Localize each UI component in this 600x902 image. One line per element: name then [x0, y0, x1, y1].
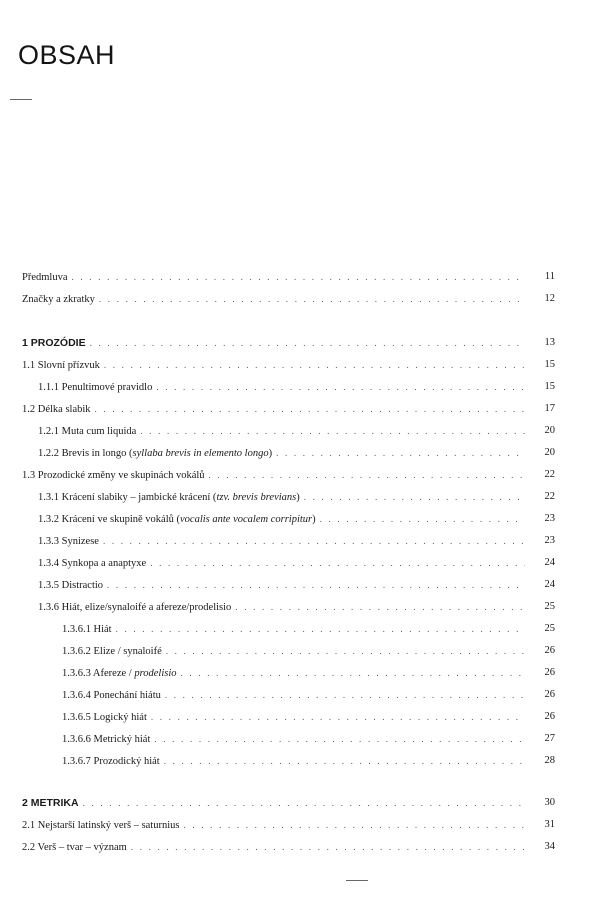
toc-page-number: 22 — [544, 469, 555, 480]
toc-page-number: 13 — [544, 337, 555, 348]
toc-entry[interactable] — [0, 622, 555, 637]
toc-entry-label: 2 METRIKA — [22, 797, 79, 809]
dot-leader — [116, 622, 525, 636]
toc-page-number: 26 — [544, 711, 555, 722]
toc-entry[interactable] — [0, 796, 555, 810]
toc-page-number: 23 — [544, 535, 555, 546]
toc-entry[interactable] — [0, 600, 555, 615]
dot-leader — [151, 710, 525, 724]
dot-leader — [276, 446, 525, 460]
toc-entry[interactable] — [0, 424, 555, 439]
toc-entry[interactable] — [0, 818, 555, 833]
toc-page-number: 28 — [544, 755, 555, 766]
dot-leader — [156, 380, 525, 394]
toc-page-number: 30 — [544, 797, 555, 808]
dot-leader — [95, 402, 525, 416]
toc-entry[interactable] — [0, 578, 555, 593]
toc-entry[interactable] — [0, 710, 555, 725]
toc-entry[interactable] — [0, 468, 555, 483]
toc-page-number: 25 — [544, 601, 555, 612]
toc-entry-label: 1.3.6.7 Prozodický hiát — [62, 756, 160, 767]
toc-page-number: 24 — [544, 557, 555, 568]
toc-page-number: 23 — [544, 513, 555, 524]
toc-entry-label: 1.3.6.6 Metrický hiát — [62, 734, 151, 745]
dot-leader — [166, 644, 525, 658]
toc-entry-label: 1.3.6 Hiát, elize/synaloifé a afereze/prodelisio — [38, 602, 232, 613]
toc-entry-label: 2.2 Verš – tvar – význam — [22, 842, 127, 853]
toc-page-number: 34 — [544, 841, 555, 852]
toc-entry[interactable] — [0, 402, 555, 417]
toc-page-number: 25 — [544, 623, 555, 634]
toc-page-number: 17 — [544, 403, 555, 414]
dot-leader — [150, 556, 525, 570]
scan-mark-dash — [10, 99, 32, 100]
toc-entry-label: 1 PROZÓDIE — [22, 337, 86, 349]
toc-entry-label: 1.1.1 Penultimové pravidlo — [38, 382, 153, 393]
toc-page-number: 26 — [544, 645, 555, 656]
toc-page-number: 11 — [544, 271, 555, 282]
toc-entry[interactable] — [0, 556, 555, 571]
page-title: OBSAH — [18, 40, 116, 70]
toc-entry[interactable] — [0, 534, 555, 549]
toc-entry-label: 1.3.4 Synkopa a anaptyxe — [38, 558, 147, 569]
dot-leader — [154, 732, 525, 746]
dot-leader — [72, 270, 526, 284]
dot-leader — [165, 688, 525, 702]
toc-entry-label: 1.3.6.1 Hiát — [62, 624, 112, 635]
toc-entry-label: 1.3.6.3 Afereze / prodelisio — [62, 668, 177, 679]
toc-entry[interactable] — [0, 270, 555, 285]
toc-entry[interactable] — [0, 754, 555, 769]
toc-entry[interactable] — [0, 292, 555, 307]
toc-entry[interactable] — [0, 358, 555, 373]
toc-entry-label: 1.3.6.5 Logický hiát — [62, 712, 147, 723]
toc-entry-label: 1.2.2 Brevis in longo (syllaba brevis in elemento longo) — [38, 448, 273, 459]
toc-entry[interactable] — [0, 336, 555, 350]
toc-entry[interactable] — [0, 512, 555, 527]
dot-leader — [99, 292, 525, 306]
toc-entry-label: 1.3.1 Krácení slabiky – jambické krácení (tzv. brevis brevians) — [38, 492, 300, 503]
toc-entry[interactable] — [0, 380, 555, 395]
dot-leader — [304, 490, 525, 504]
dot-leader — [107, 578, 525, 592]
dot-leader — [209, 468, 525, 482]
toc-page-number: 15 — [544, 359, 555, 370]
toc-page-number: 27 — [544, 733, 555, 744]
toc-entry[interactable] — [0, 644, 555, 659]
dot-leader — [181, 666, 525, 680]
toc-entry-label: 1.2.1 Muta cum liquida — [38, 426, 137, 437]
toc-entry-label: 2.1 Nejstarší latinský verš – saturnius — [22, 820, 180, 831]
toc-entry-label: 1.3.2 Krácení ve skupině vokálů (vocalis ante vocalem corripitur) — [38, 514, 316, 525]
dot-leader — [140, 424, 525, 438]
toc-page-number: 24 — [544, 579, 555, 590]
toc-entry-label: 1.3.5 Distractio — [38, 580, 104, 591]
toc-entry-label: Předmluva — [22, 272, 68, 283]
toc-entry-label: 1.2 Délka slabik — [22, 404, 91, 415]
dot-leader — [183, 818, 525, 832]
toc-entry[interactable] — [0, 446, 555, 461]
scan-mark-bottom — [346, 880, 368, 881]
dot-leader — [103, 534, 525, 548]
toc-entry[interactable] — [0, 840, 555, 855]
toc-page-number: 31 — [544, 819, 555, 830]
dot-leader — [131, 840, 525, 854]
toc-entry-label: 1.3.3 Synizese — [38, 536, 99, 547]
toc-page-number: 20 — [544, 447, 555, 458]
toc-page-number: 26 — [544, 667, 555, 678]
toc-page-number: 15 — [544, 381, 555, 392]
dot-leader — [235, 600, 525, 614]
dot-leader — [164, 754, 525, 768]
dot-leader — [90, 336, 525, 350]
toc-entry-label: 1.1 Slovní přízvuk — [22, 360, 100, 371]
toc-entry[interactable] — [0, 490, 555, 505]
toc-entry[interactable] — [0, 688, 555, 703]
toc-page-number: 20 — [544, 425, 555, 436]
toc-entry-label: 1.3 Prozodické změny ve skupinách vokálů — [22, 470, 205, 481]
toc-entry-label: Značky a zkratky — [22, 294, 95, 305]
toc-page-number: 12 — [544, 293, 555, 304]
dot-leader — [83, 796, 525, 810]
toc-entry[interactable] — [0, 732, 555, 747]
toc-entry-label: 1.3.6.2 Elize / synaloifé — [62, 646, 162, 657]
toc-entry[interactable] — [0, 666, 555, 681]
toc-page-number: 22 — [544, 491, 555, 502]
dot-leader — [104, 358, 525, 372]
dot-leader — [320, 512, 525, 526]
toc-entry-label: 1.3.6.4 Ponechání hiátu — [62, 690, 161, 701]
toc-page-number: 26 — [544, 689, 555, 700]
